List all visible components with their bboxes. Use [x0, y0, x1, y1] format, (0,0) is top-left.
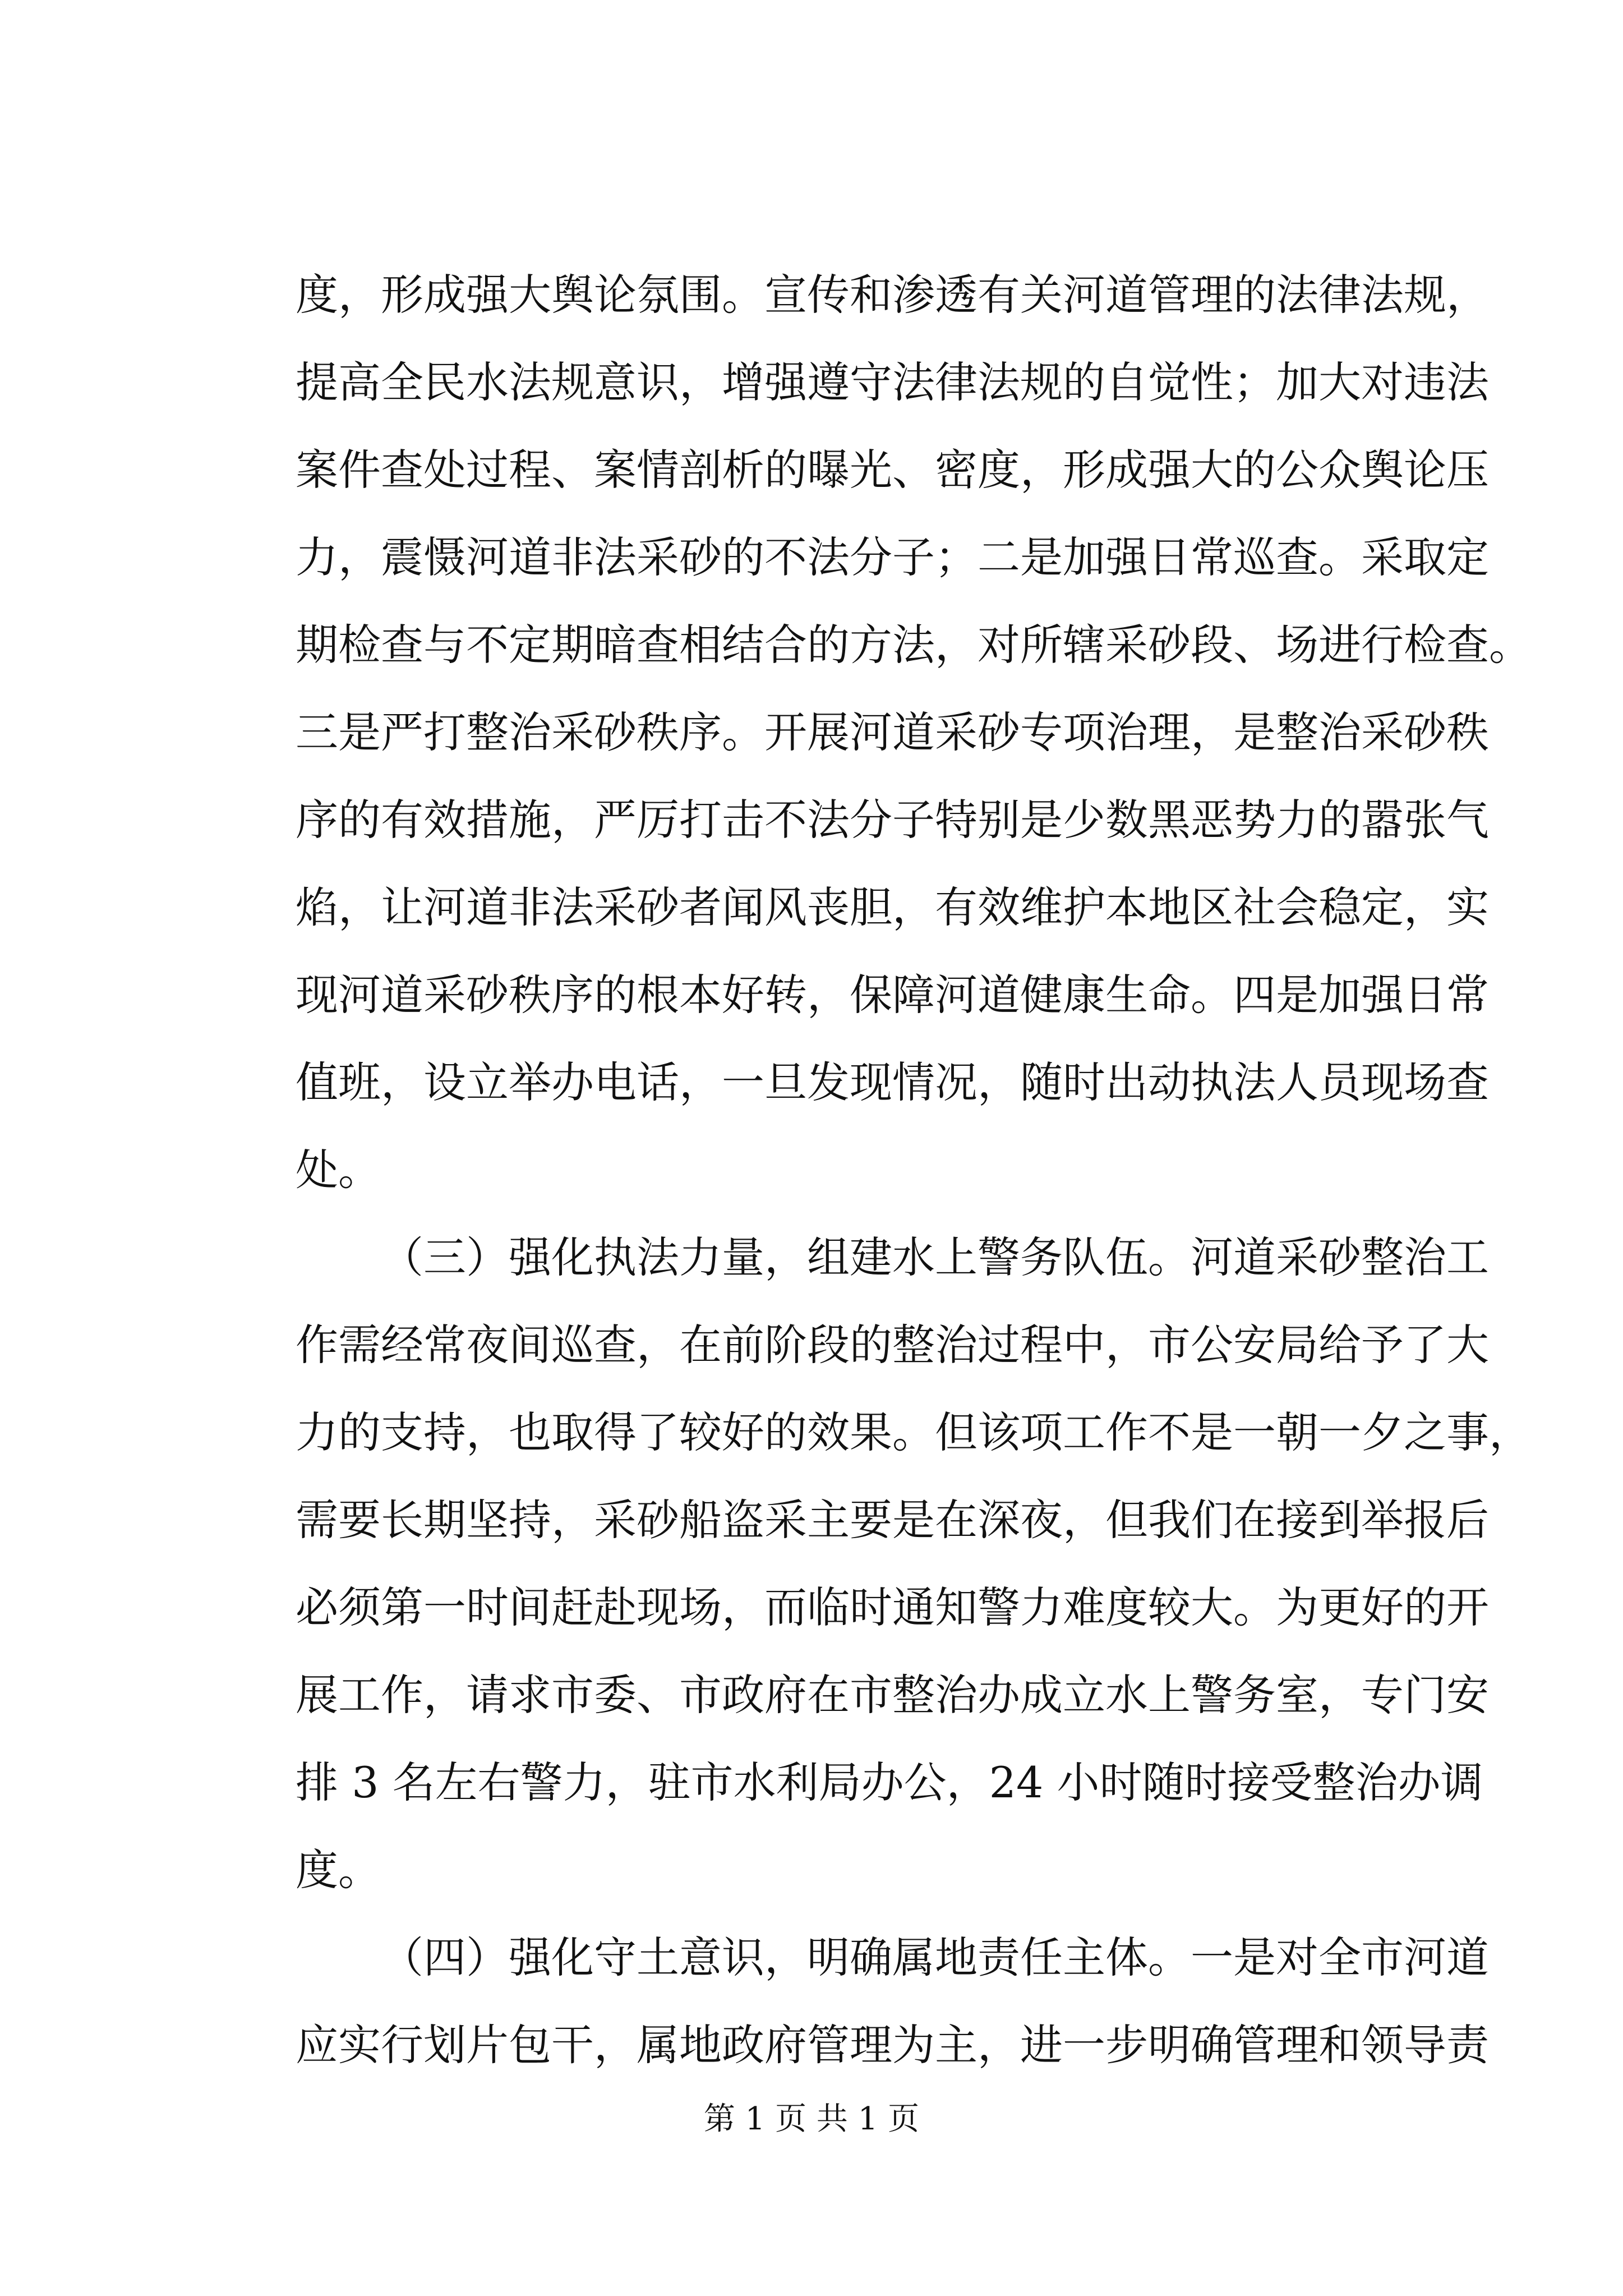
page-number-label: 第 1 页 共 1 页	[703, 2101, 920, 2137]
paragraph-4-first-line: （四）强化守土意识，明确属地责任主体。一是对全市河道	[381, 1932, 1489, 1982]
paragraph-3-first-line: （三）强化执法力量，组建水上警务队伍。河道采砂整治工	[381, 1232, 1489, 1282]
page-footer	[0, 2097, 1623, 2142]
text-line: 值班，设立举办电话，一旦发现情况，随时出动执法人员现场查	[296, 1057, 1489, 1107]
text-line: 期检查与不定期暗查相结合的方法，对所辖采砂段、场进行检查。	[296, 620, 1532, 670]
text-line: 力，震慑河道非法采砂的不法分子；二是加强日常巡查。采取定	[296, 532, 1489, 582]
text-line: 需要长期坚持，采砂船盗采主要是在深夜，但我们在接到举报后	[296, 1495, 1489, 1545]
text-line: 序的有效措施，严厉打击不法分子特别是少数黑恶势力的嚣张气	[296, 795, 1489, 845]
text-line: 应实行划片包干，属地政府管理为主，进一步明确管理和领导责	[296, 2020, 1489, 2070]
text-line: 提高全民水法规意识，增强遵守法律法规的自觉性；加大对违法	[296, 357, 1489, 407]
text-line: 度，形成强大舆论氛围。宣传和渗透有关河道管理的法律法规，	[296, 270, 1489, 320]
body-text	[296, 251, 1532, 2089]
text-line: 力的支持，也取得了较好的效果。但该项工作不是一朝一夕之事，	[296, 1407, 1532, 1457]
text-line: 处。	[296, 1145, 381, 1195]
text-line: 展工作，请求市委、市政府在市整治办成立水上警务室，专门安	[296, 1670, 1489, 1720]
text-line: 案件查处过程、案情剖析的曝光、密度，形成强大的公众舆论压	[296, 445, 1489, 495]
text-line: 现河道采砂秩序的根本好转，保障河道健康生命。四是加强日常	[296, 970, 1489, 1020]
text-line: 度。	[296, 1845, 381, 1895]
text-line: 作需经常夜间巡查，在前阶段的整治过程中，市公安局给予了大	[296, 1320, 1489, 1370]
text-line: 焰，让河道非法采砂者闻风丧胆，有效维护本地区社会稳定，实	[296, 882, 1489, 932]
text-line: 排 3 名左右警力，驻市水利局办公，24 小时随时接受整治办调	[296, 1757, 1483, 1807]
text-line: 必须第一时间赶赴现场，而临时通知警力难度较大。为更好的开	[296, 1582, 1489, 1632]
text-line: 三是严打整治采砂秩序。开展河道采砂专项治理，是整治采砂秩	[296, 707, 1489, 757]
